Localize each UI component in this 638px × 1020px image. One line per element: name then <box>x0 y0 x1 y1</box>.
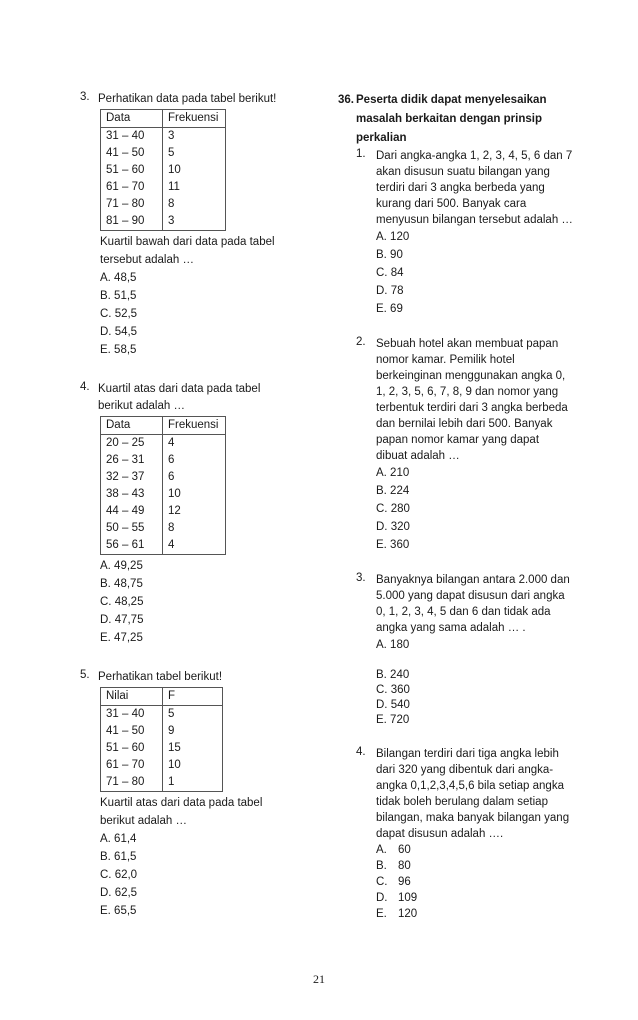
question-line: 5.000 yang dapat disusun dari angka <box>376 590 565 602</box>
option-e: E. 720 <box>376 714 410 726</box>
question-line: 0, 1, 2, 3, 4, 5 dan 6 dan tidak ada <box>376 606 551 618</box>
table-row <box>101 723 223 740</box>
question-line: kurang dari 500. Banyak cara <box>376 198 527 210</box>
table-header: Frekuensi <box>163 417 226 435</box>
question-line: terdiri dari 3 angka berbeda yang <box>376 182 545 194</box>
option-d: D. 54,5 <box>100 326 138 338</box>
option-b: B. 240 <box>376 669 410 681</box>
question-number: 3. <box>80 91 90 103</box>
table-row <box>101 128 226 146</box>
table-cell: 50 – 55 <box>101 520 163 537</box>
table-cell: 10 <box>163 757 223 774</box>
question-line: Kuartil atas dari data pada tabel <box>100 797 263 809</box>
table-cell: 3 <box>163 128 226 146</box>
table-row <box>101 145 226 162</box>
table-row <box>101 179 226 196</box>
question-5 <box>80 669 320 920</box>
table-cell: 38 – 43 <box>101 486 163 503</box>
question-line: papan nomor kamar yang dapat <box>376 434 540 446</box>
table-cell: 10 <box>163 162 226 179</box>
table-cell: 9 <box>163 723 223 740</box>
sub-question-1 <box>356 148 598 318</box>
data-table <box>100 687 223 792</box>
option-d: D. 320 <box>376 521 410 533</box>
sub-question-3 <box>356 572 598 728</box>
option-d: D. 109 <box>376 892 418 904</box>
option-b: B. 48,75 <box>100 578 143 590</box>
option-b: B. 224 <box>376 485 410 497</box>
sub-question-2 <box>356 336 598 554</box>
table-row <box>101 706 223 724</box>
right-column <box>338 91 598 922</box>
question-number: 4. <box>356 746 366 758</box>
question-line: bilangan, maka banyak bilangan yang <box>376 812 570 824</box>
question-3 <box>80 91 320 359</box>
question-number: 4. <box>80 381 90 393</box>
table-row <box>101 196 226 213</box>
question-line: menyusun bilangan tersebut adalah … <box>376 214 573 226</box>
table-row <box>101 452 226 469</box>
question-line: Banyaknya bilangan antara 2.000 dan <box>376 574 570 586</box>
table-cell: 31 – 40 <box>101 128 163 146</box>
stem-line: Kuartil atas dari data pada tabel <box>98 383 261 395</box>
question-line: tersebut adalah … <box>100 254 194 266</box>
table-header: F <box>163 688 223 706</box>
table-row <box>101 469 226 486</box>
question-line: berkeinginan menggunakan angka 0, <box>376 370 566 382</box>
table-cell: 4 <box>163 435 226 453</box>
question-line: tidak boleh berulang dalam setiap <box>376 796 548 808</box>
question-number: 5. <box>80 669 90 681</box>
table-cell: 61 – 70 <box>101 179 163 196</box>
section-heading <box>338 91 598 148</box>
section-number: 36. <box>338 94 354 106</box>
option-c: C. 96 <box>376 876 411 888</box>
heading-line: masalah berkaitan dengan prinsip <box>356 113 542 125</box>
question-line: Kuartil bawah dari data pada tabel <box>100 236 275 248</box>
table-header-row <box>101 688 223 706</box>
option-e: E. 58,5 <box>100 344 137 356</box>
question-stem: Perhatikan tabel berikut! <box>98 671 223 683</box>
options <box>100 557 320 647</box>
table-row <box>101 486 226 503</box>
option-c: C. 52,5 <box>100 308 138 320</box>
option-a: A. 48,5 <box>100 272 137 284</box>
question-text <box>100 794 320 920</box>
table-cell: 41 – 50 <box>101 145 163 162</box>
option-c: C. 48,25 <box>100 596 144 608</box>
question-line: Bilangan terdiri dari tiga angka lebih <box>376 748 559 760</box>
table-header: Data <box>101 417 163 435</box>
question-line: angka 0,1,2,3,4,5,6 bila setiap angka <box>376 780 564 792</box>
question-text <box>100 233 320 359</box>
option-b: B. 80 <box>376 860 411 872</box>
table-cell: 12 <box>163 503 226 520</box>
question-line: terbentuk terdiri dari 3 angka berbeda <box>376 402 568 414</box>
table-cell: 8 <box>163 196 226 213</box>
table-cell: 6 <box>163 469 226 486</box>
option-a: A. 120 <box>376 231 410 243</box>
sub-question-4 <box>356 746 598 922</box>
table-cell: 8 <box>163 520 226 537</box>
option-e: E. 65,5 <box>100 905 137 917</box>
question-line: angka yang sama adalah … . <box>376 622 526 634</box>
table-cell: 1 <box>163 774 223 792</box>
question-line: nomor kamar. Pemilik hotel <box>376 354 515 366</box>
data-table <box>100 109 226 231</box>
table-cell: 44 – 49 <box>101 503 163 520</box>
option-c: C. 84 <box>376 267 404 279</box>
table-cell: 5 <box>163 706 223 724</box>
table-row <box>101 537 226 555</box>
stem-line: berikut adalah … <box>98 400 185 412</box>
table-cell: 4 <box>163 537 226 555</box>
question-line: 1, 2, 3, 5, 6, 7, 8, 9 dan nomor yang <box>376 386 559 398</box>
option-c: C. 62,0 <box>100 869 138 881</box>
table-cell: 6 <box>163 452 226 469</box>
table-header: Data <box>101 110 163 128</box>
table-cell: 56 – 61 <box>101 537 163 555</box>
table-cell: 61 – 70 <box>101 757 163 774</box>
table-row <box>101 520 226 537</box>
option-a: A. 60 <box>376 844 411 856</box>
table-cell: 32 – 37 <box>101 469 163 486</box>
table-header-row <box>101 417 226 435</box>
option-b: B. 61,5 <box>100 851 137 863</box>
data-table <box>100 416 226 555</box>
option-d: D. 540 <box>376 699 410 711</box>
table-cell: 81 – 90 <box>101 213 163 231</box>
table-row <box>101 757 223 774</box>
option-b: B. 90 <box>376 249 403 261</box>
option-d: D. 62,5 <box>100 887 138 899</box>
table-cell: 71 – 80 <box>101 196 163 213</box>
table-row <box>101 774 223 792</box>
table-cell: 26 – 31 <box>101 452 163 469</box>
question-line: dapat disusun adalah …. <box>376 828 504 840</box>
question-line: dari 320 yang dibentuk dari angka- <box>376 764 554 776</box>
heading-line: Peserta didik dapat menyelesaikan <box>356 94 547 106</box>
question-line: dibuat adalah … <box>376 450 460 462</box>
question-line: Dari angka-angka 1, 2, 3, 4, 5, 6 dan 7 <box>376 150 573 162</box>
option-a: A. 61,4 <box>100 833 137 845</box>
table-cell: 10 <box>163 486 226 503</box>
table-cell: 5 <box>163 145 226 162</box>
option-c: C. 360 <box>376 684 410 696</box>
question-line: dan bernilai lebih dari 500. Banyak <box>376 418 553 430</box>
option-d: D. 47,75 <box>100 614 144 626</box>
option-a: A. 210 <box>376 467 410 479</box>
table-cell: 11 <box>163 179 226 196</box>
table-cell: 31 – 40 <box>101 706 163 724</box>
table-row <box>101 213 226 231</box>
question-line: berikut adalah … <box>100 815 187 827</box>
table-row <box>101 740 223 757</box>
table-cell: 15 <box>163 740 223 757</box>
heading-line: perkalian <box>356 132 407 144</box>
table-row <box>101 503 226 520</box>
table-header: Nilai <box>101 688 163 706</box>
table-cell: 3 <box>163 213 226 231</box>
table-row <box>101 162 226 179</box>
table-header: Frekuensi <box>163 110 226 128</box>
option-a: A. 49,25 <box>100 560 143 572</box>
question-line: Sebuah hotel akan membuat papan <box>376 338 559 350</box>
question-number: 2. <box>356 336 366 348</box>
option-e: E. 120 <box>376 908 418 920</box>
question-line: akan disusun suatu bilangan yang <box>376 166 550 178</box>
table-row <box>101 435 226 453</box>
table-header-row <box>101 110 226 128</box>
question-4 <box>80 381 320 647</box>
table-cell: 41 – 50 <box>101 723 163 740</box>
question-number: 1. <box>356 148 366 160</box>
option-e: E. 47,25 <box>100 632 143 644</box>
option-b: B. 51,5 <box>100 290 137 302</box>
option-d: D. 78 <box>376 285 404 297</box>
question-stem: Perhatikan data pada tabel berikut! <box>98 93 277 105</box>
table-cell: 51 – 60 <box>101 740 163 757</box>
table-cell: 51 – 60 <box>101 162 163 179</box>
option-c: C. 280 <box>376 503 410 515</box>
option-e: E. 360 <box>376 539 410 551</box>
question-stem <box>98 381 320 415</box>
option-a: A. 180 <box>376 639 410 651</box>
left-column <box>80 91 320 920</box>
option-e: E. 69 <box>376 303 403 315</box>
question-number: 3. <box>356 572 366 584</box>
table-cell: 20 – 25 <box>101 435 163 453</box>
page-number: 21 <box>313 972 325 986</box>
table-cell: 71 – 80 <box>101 774 163 792</box>
